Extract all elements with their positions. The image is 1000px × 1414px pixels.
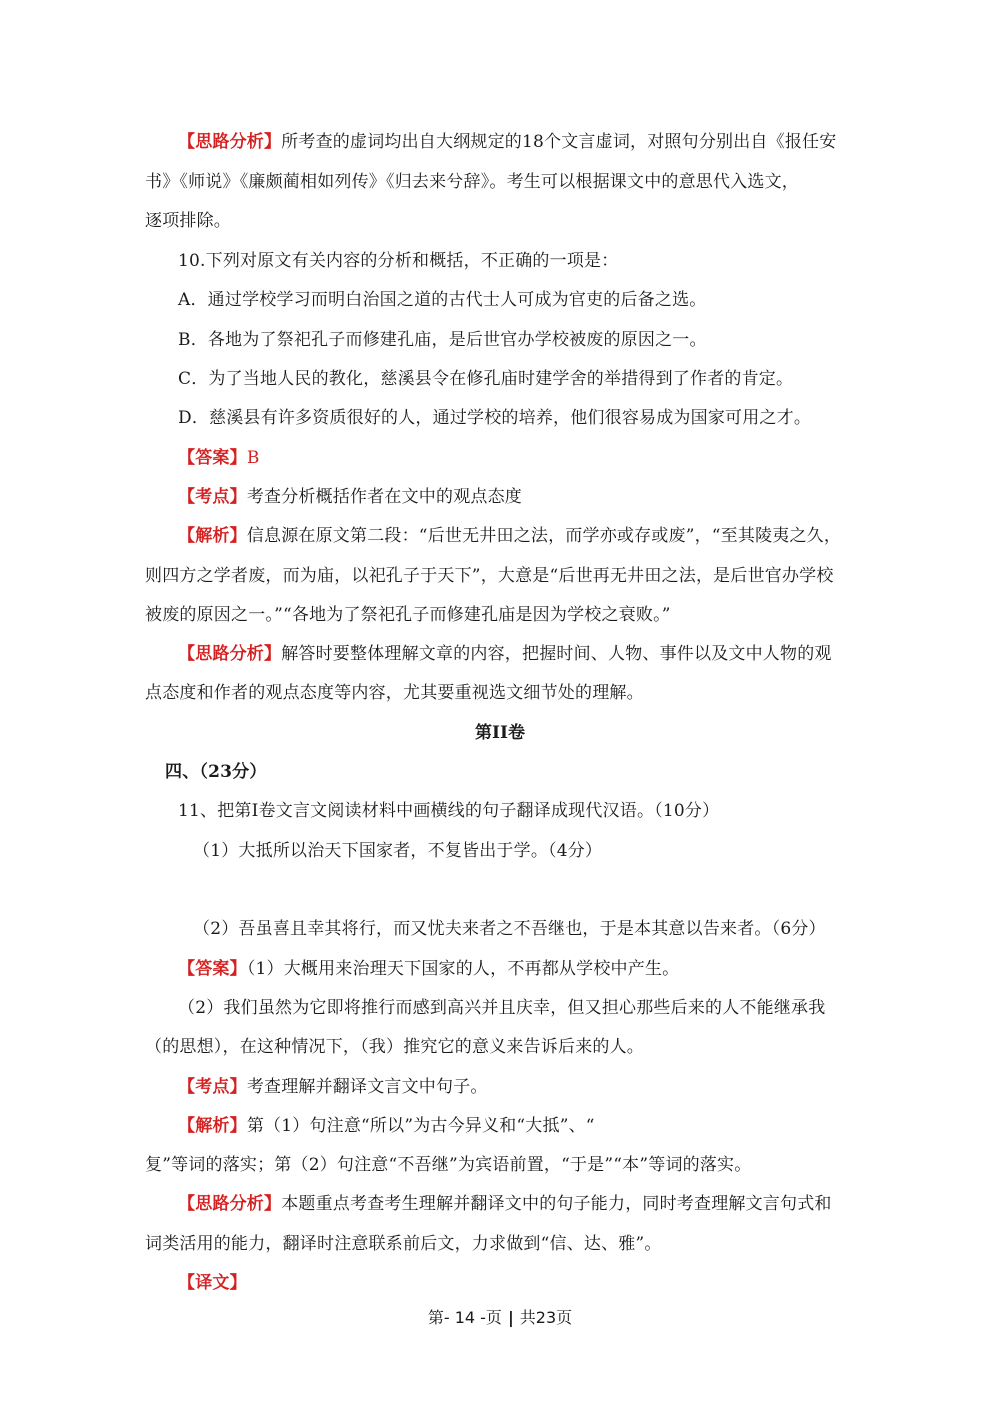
question-11-answer-2: （2）我们虽然为它即将推行而感到高兴并且庆幸，但又担心那些后来的人不能继承我 [178,998,826,1018]
answer-value: B [246,448,260,468]
question-10-explanation-1 [178,524,890,548]
question-10-answer [178,446,890,470]
explanation-tag: 【解析】 [178,1116,247,1136]
exam-point-tag: 【考点】 [178,1077,247,1097]
explanation-text: 信息源在原文第二段：“后世无井田之法，而学亦或存或废”，“至其陵夷之久， [246,526,842,546]
analysis-route-tag: 【思路分析】 [178,644,282,664]
question-11-sentence-2: （2）吾虽喜且幸其将行，而又忧夫来者之不吾继也，于是本其意以告来者。（6分） [193,919,826,939]
footer-separator: | [507,1308,514,1327]
exam-point-text: 考查分析概括作者在文中的观点态度 [246,487,523,507]
question-10-option-d: D．慈溪县有许多资质很好的人，通过学校的培养，他们很容易成为国家可用之才。 [178,408,812,428]
explanation-tag: 【解析】 [178,526,247,546]
question-11-exam-point [178,1075,890,1099]
analysis-route-line-2: 书》《师说》《廉颇蔺相如列传》《归去来兮辞》。考生可以根据课文中的意思代入选文， [145,172,799,192]
answer-tag: 【答案】 [178,448,247,468]
route-text: 本题重点考查考生理解并翻译文中的句子能力，同时考查理解文言句式和 [281,1194,832,1214]
analysis-route-paragraph-1 [178,130,890,154]
question-11-route-1 [178,1192,890,1216]
question-10-explanation-3: 被废的原因之一。”“各地为了祭祀孔子而修建孔庙是因为学校之衰败。” [145,605,671,625]
page-number: 第- 14 -页 [427,1308,502,1327]
question-11-explanation-1 [178,1114,890,1138]
question-10-stem: 10.下列对原文有关内容的分析和概括，不正确的一项是： [178,251,619,271]
analysis-route-text: 所考查的虚词均出自大纲规定的18个文言虚词，对照句分别出自《报任安 [281,132,837,152]
analysis-route-tag: 【思路分析】 [178,132,282,152]
exam-point-tag: 【考点】 [178,487,247,507]
question-11-route-2: 词类活用的能力，翻译时注意联系前后文，力求做到“信、达、雅”。 [145,1234,662,1254]
question-11-explanation-2: 复”等词的落实；第（2）句注意“不吾继”为宾语前置，“于是”“本”等词的落实。 [145,1155,752,1175]
volume-2-title: 第II卷 [475,723,525,743]
question-10-route-2: 点态度和作者的观点态度等内容，尤其要重视选文细节处的理解。 [145,683,644,703]
question-10-exam-point [178,485,890,509]
question-10-option-a: A．通过学校学习而明白治国之道的古代士人可成为官吏的后备之选。 [178,290,707,310]
question-10-explanation-2: 则四方之学者废，而为庙，以祀孔子于天下”，大意是“后世再无井田之法，是后世官办学校 [145,566,834,586]
question-11-answer-3: （的思想），在这种情况下，（我）推究它的意义来告诉后来的人。 [145,1037,644,1057]
analysis-route-tag: 【思路分析】 [178,1194,282,1214]
explanation-text: 第（1）句注意“所以”为古今异义和“大抵”、“ [246,1116,595,1136]
question-11-sentence-1: （1）大抵所以治天下国家者，不复皆出于学。（4分） [193,841,603,861]
route-text: 解答时要整体理解文章的内容，把握时间、人物、事件以及文中人物的观 [281,644,832,664]
answer-tag: 【答案】 [178,959,247,979]
translation-tag: 【译文】 [178,1273,247,1293]
question-10-option-b: B．各地为了祭祀孔子而修建孔庙，是后世官办学校被废的原因之一。 [178,330,707,350]
question-11-answer-1 [178,957,890,981]
exam-point-text: 考查理解并翻译文言文中句子。 [246,1077,488,1097]
translation-heading [178,1271,890,1295]
analysis-route-line-3: 逐项排除。 [145,211,231,231]
page-footer [0,1307,1000,1329]
section-4-heading: 四、（23分） [165,762,267,782]
question-10-route-1 [178,642,890,666]
page-total: 共23页 [519,1308,573,1327]
question-10-option-c: C．为了当地人民的教化，慈溪县令在修孔庙时建学舍的举措得到了作者的肯定。 [178,369,794,389]
question-11-stem: 11、把第I卷文言文阅读材料中画横线的句子翻译成现代汉语。（10分） [178,801,720,821]
answer-text: （1）大概用来治理天下国家的人，不再都从学校中产生。 [246,959,680,979]
